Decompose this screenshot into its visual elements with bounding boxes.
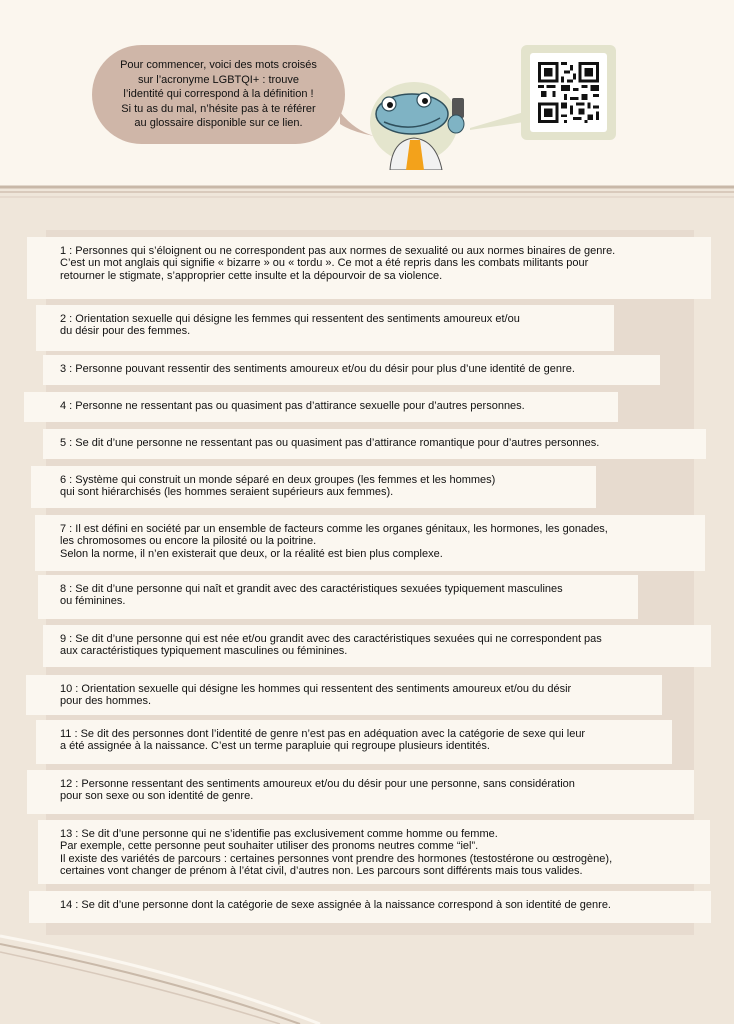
qr-code-background: [530, 53, 607, 132]
clue-11: [36, 720, 672, 764]
clue-8: [38, 575, 638, 619]
clue-3-text: 3 : Personne pouvant ressentir des sentiments amoureux et/ou du désir pour plus d’une identité de genre.: [60, 363, 575, 375]
clue-14-text: 14 : Se dit d’une personne dont la catégorie de sexe assignée à la naissance correspond à son identité de genre.: [60, 899, 611, 911]
clue-9-text: 9 : Se dit d’une personne qui est née et/ou grandit avec des caractéristiques sexuées qui ne correspondent pas aux caractéristiques typiquement masculines ou féminines.: [60, 633, 602, 658]
bottom-decoration: [0, 930, 734, 1024]
clue-8-text: 8 : Se dit d’une personne qui naît et grandit avec des caractéristiques sexuées typiquement masculines ou féminines.: [60, 583, 563, 608]
clue-6-text: 6 : Système qui construit un monde séparé en deux groupes (les femmes et les hommes) qui sont hiérarchisés (les hommes seraient supérieurs aux femmes).: [60, 474, 496, 499]
clue-2-text: 2 : Orientation sexuelle qui désigne les femmes qui ressentent des sentiments amoureux et/ou du désir pour des femmes.: [60, 313, 520, 338]
clue-12: [27, 770, 694, 814]
clue-6: [31, 466, 596, 508]
clue-10: [26, 675, 662, 715]
clue-4-text: 4 : Personne ne ressentant pas ou quasiment pas d’attirance sexuelle pour d’autres personnes.: [60, 400, 525, 412]
clue-12-text: 12 : Personne ressentant des sentiments amoureux et/ou du désir pour une personne, sans considération pour son sexe ou son identité de genre.: [60, 778, 575, 803]
intro-text: Pour commencer, voici des mots croisés sur l’acronyme LGBTQI+ : trouve l’identité qui correspond à la définition ! Si tu as du mal, n’hésite pas à te référer au glossaire disponible sur ce lien.: [120, 59, 317, 130]
clue-10-text: 10 : Orientation sexuelle qui désigne les hommes qui ressentent des sentiments amoureux et/ou du désir pour des hommes.: [60, 683, 572, 708]
clue-13-text: 13 : Se dit d’une personne qui ne s’identifie pas exclusivement comme homme ou femme. Par exemple, cette personne peut souhaiter utiliser des pronoms neutres comme “iel”. Il existe des variétés de parcours : certaines personnes vont prendre des hormones (testostérone ou œstrogène), certaines vont changer de prénom à l’état civil, d’autres non. Les parcours sont différents mais tous valides.: [60, 828, 613, 878]
qr-code-icon[interactable]: [538, 61, 599, 124]
clue-9: [43, 625, 711, 667]
clue-2: [36, 305, 614, 351]
clue-13: [38, 820, 710, 884]
clue-11-text: 11 : Se dit des personnes dont l’identité de genre n’est pas en adéquation avec la catégorie de sexe qui leur a été assignée à la naissance. C’est un terme parapluie qui regroupe plusieurs identités.: [60, 728, 586, 753]
intro-speech-bubble: [92, 45, 345, 144]
clue-1: [27, 237, 711, 299]
clue-7: [35, 515, 705, 571]
clue-5-text: 5 : Se dit d’une personne ne ressentant pas ou quasiment pas d’attirance romantique pour d’autres personnes.: [60, 437, 600, 449]
clue-1-text: 1 : Personnes qui s’éloignent ou ne correspondent pas aux normes de sexualité ou aux normes binaires de genre. C’est un mot anglais qui signifie « bizarre » ou « tordu ». Ce mot a été repris dans les combats militants pour retourner le stigmate, s’approprier cette insulte et la dépourvoir de sa violence.: [60, 245, 616, 282]
clue-5: [43, 429, 706, 459]
clue-3: [43, 355, 660, 385]
qr-code-frame[interactable]: [521, 45, 616, 140]
axolotl-with-phone-icon: [362, 78, 472, 170]
clue-7-text: 7 : Il est défini en société par un ensemble de facteurs comme les organes génitaux, les hormones, les gonades, les chromosomes ou encore la pilosité ou la poitrine. Selon la norme, il n’en existerait que deux, or la réalité est bien plus complexe.: [60, 523, 608, 560]
clue-4: [24, 392, 618, 422]
qr-connector: [470, 110, 524, 130]
clue-14: [29, 891, 711, 923]
header-divider: [0, 183, 734, 201]
